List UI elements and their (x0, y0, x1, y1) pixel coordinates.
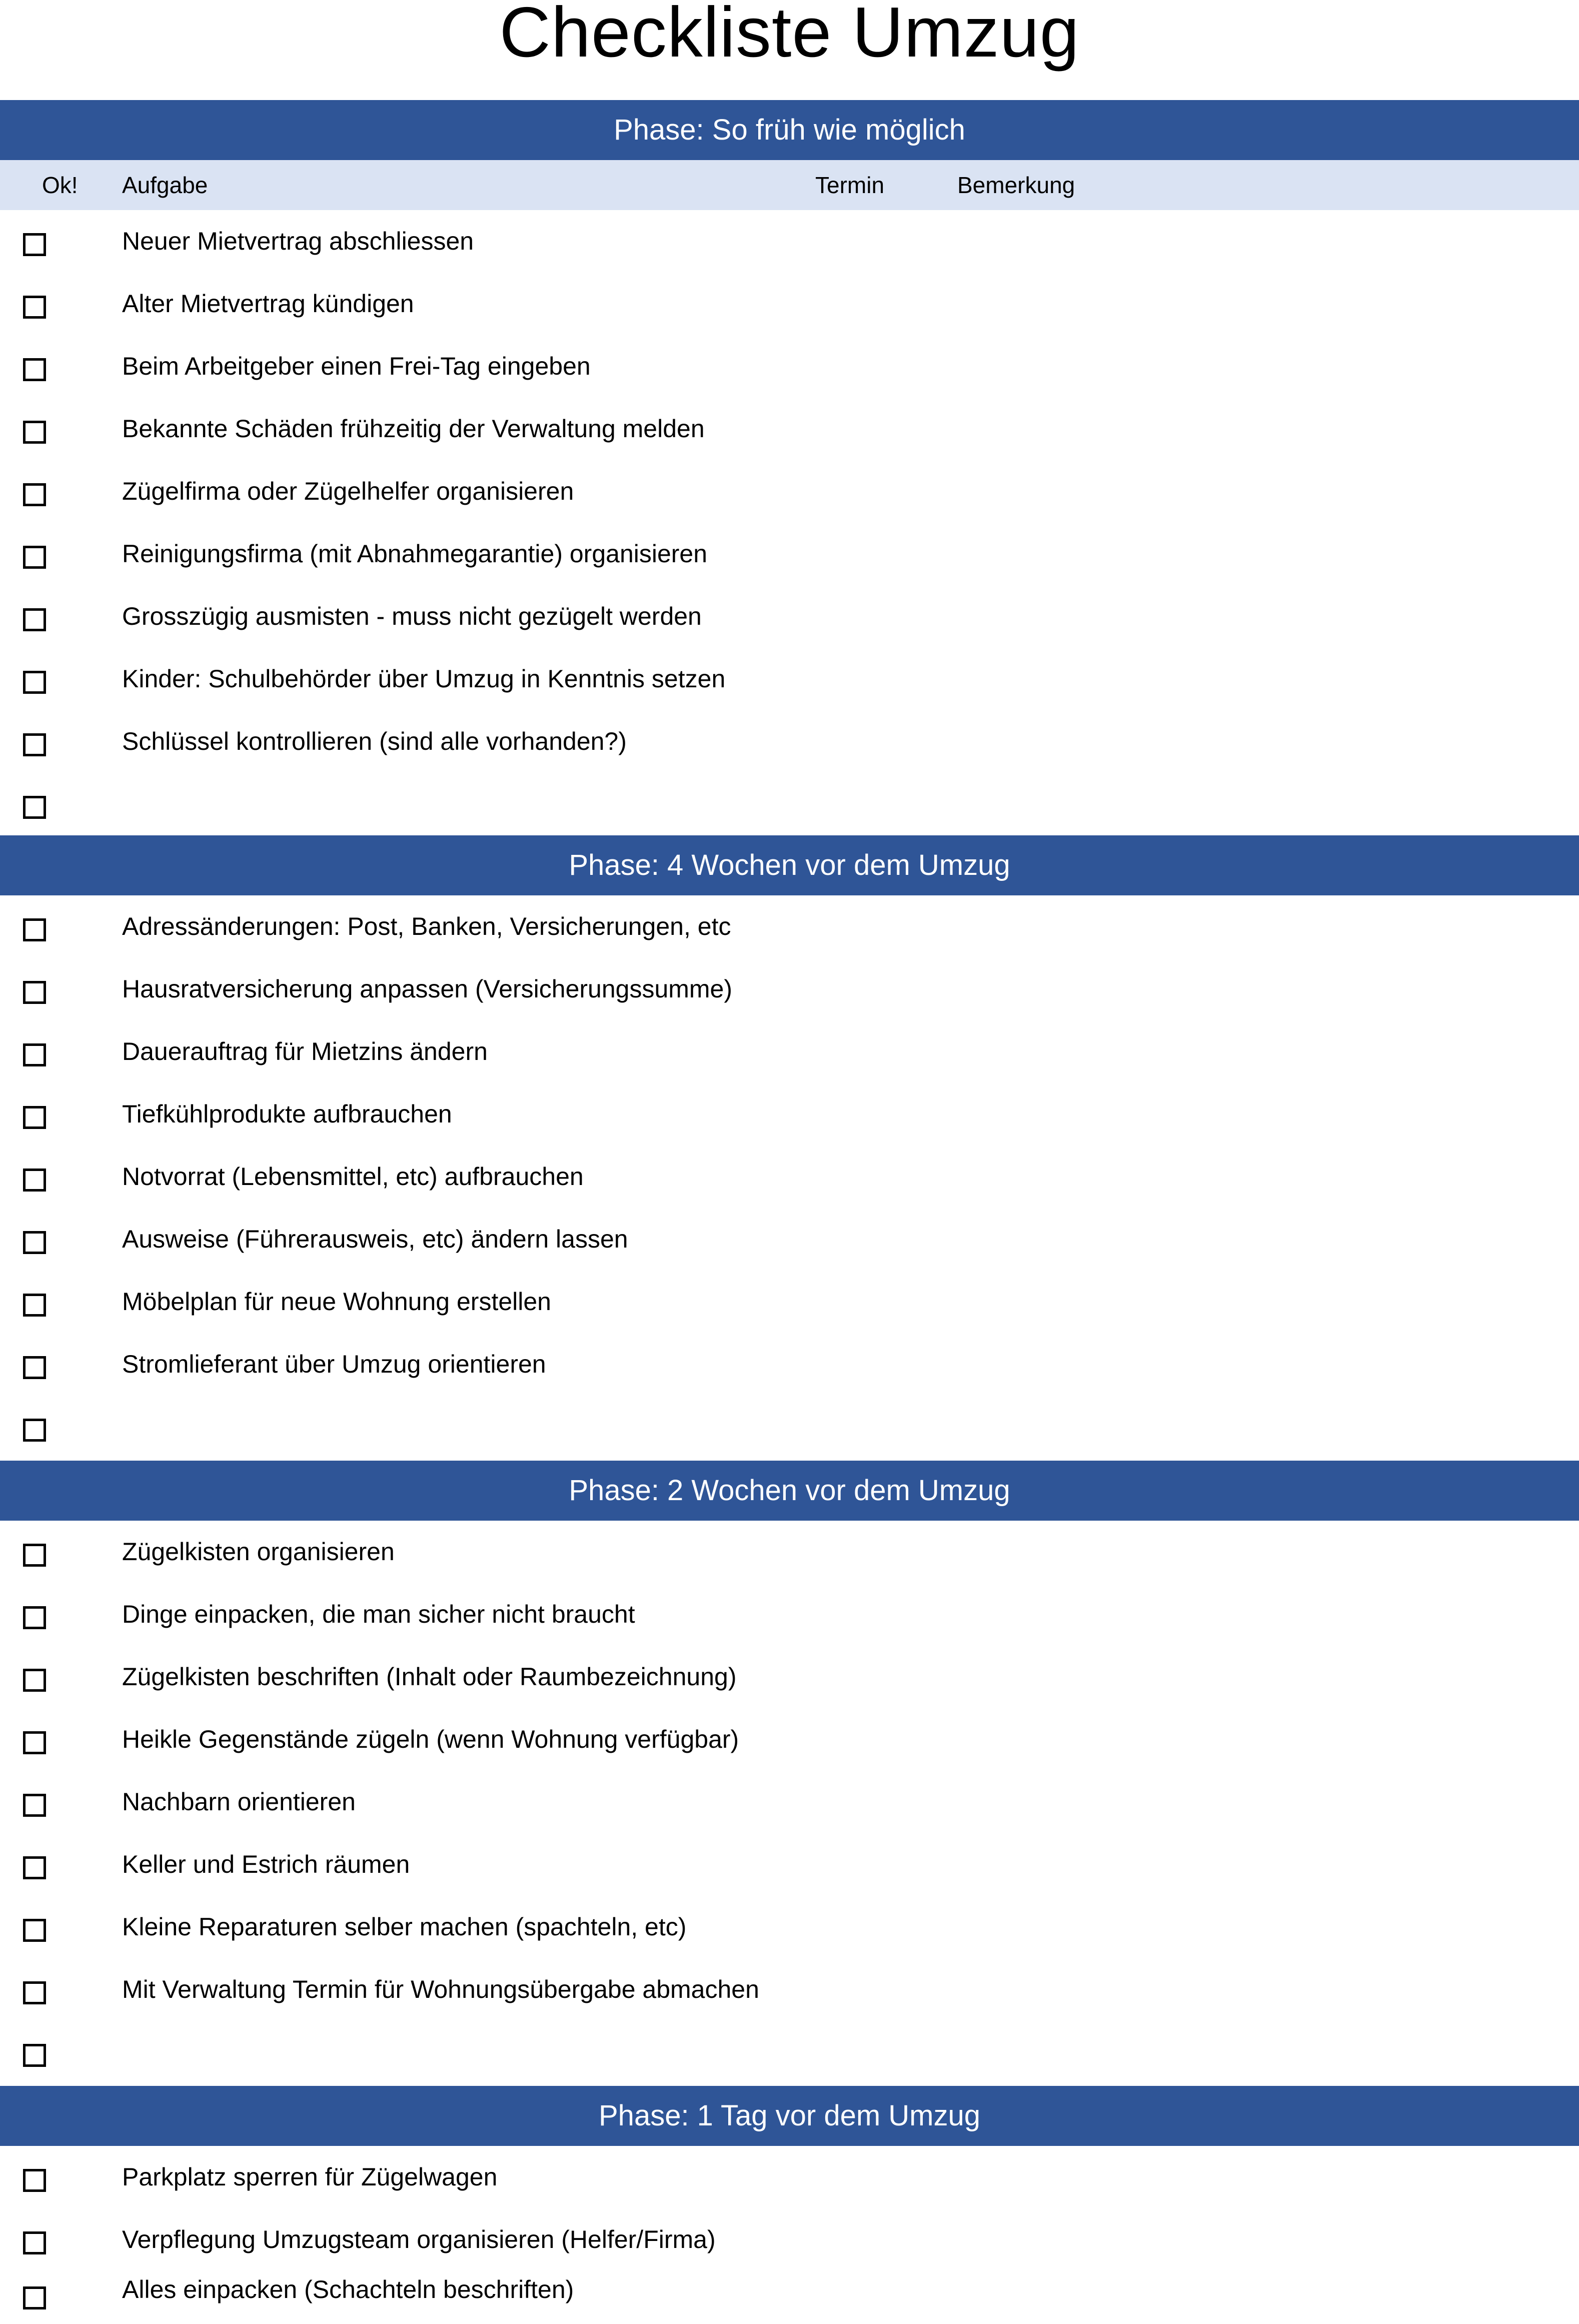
task-checkbox[interactable] (23, 1169, 46, 1192)
checklist-row (0, 895, 1579, 958)
task-label: Mit Verwaltung Termin für Wohnungsübergabe abmachen (122, 1975, 759, 2003)
checklist-row (0, 958, 1579, 1020)
task-checkbox[interactable] (23, 1294, 46, 1317)
task-label: Stromlieferant über Umzug orientieren (122, 1350, 546, 1378)
task-label: Neuer Mietvertrag abschliessen (122, 227, 474, 255)
task-checkbox[interactable] (23, 981, 46, 1004)
checklist-row (0, 1145, 1579, 1208)
task-label: Kinder: Schulbehörder über Umzug in Kenntnis setzen (122, 665, 726, 693)
task-checkbox[interactable] (23, 1606, 46, 1629)
task-checkbox[interactable] (23, 733, 46, 756)
checklist-row (0, 460, 1579, 523)
task-checkbox[interactable] (23, 671, 46, 694)
checklist-row (0, 1083, 1579, 1145)
checklist-row (0, 1271, 1579, 1333)
task-label: Kleine Reparaturen selber machen (spachteln, etc) (122, 1913, 687, 1941)
checklist-row (0, 523, 1579, 585)
checklist-row (0, 1896, 1579, 1958)
checklist-row (0, 1708, 1579, 1771)
checklist-row (0, 1958, 1579, 2021)
phase-header: Phase: So früh wie möglich (0, 100, 1579, 160)
task-checkbox[interactable] (23, 296, 46, 319)
task-checkbox[interactable] (23, 796, 46, 819)
task-label: Verpflegung Umzugsteam organisieren (Helfer/Firma) (122, 2225, 716, 2253)
task-checkbox[interactable] (23, 2044, 46, 2067)
task-label: Dinge einpacken, die man sicher nicht braucht (122, 1600, 635, 1628)
phase-section (0, 1461, 1579, 2086)
column-header-task: Aufgabe (122, 172, 208, 198)
phase-section (0, 2086, 1579, 2324)
task-checkbox[interactable] (23, 1544, 46, 1567)
task-label: Hausratversicherung anpassen (Versicherungssumme) (122, 975, 733, 1003)
task-label: Tiefkühlprodukte aufbrauchen (122, 1100, 452, 1128)
task-checkbox[interactable] (23, 1981, 46, 2004)
checklist-row (0, 648, 1579, 710)
task-checkbox[interactable] (23, 1356, 46, 1379)
page-title: Checkliste Umzug (499, 0, 1080, 72)
task-label: Keller und Estrich räumen (122, 1850, 410, 1878)
task-label: Alles einpacken (Schachteln beschriften) (122, 2275, 574, 2303)
column-header-date: Termin (815, 172, 885, 198)
task-label: Beim Arbeitgeber einen Frei-Tag eingeben (122, 352, 591, 380)
checklist-row (0, 335, 1579, 398)
checklist-row (0, 2258, 1579, 2321)
task-label: Möbelplan für neue Wohnung erstellen (122, 1288, 551, 1316)
checklist-row (0, 1020, 1579, 1083)
phase-section (0, 100, 1579, 835)
task-checkbox[interactable] (23, 546, 46, 569)
checklist-row (0, 1208, 1579, 1271)
task-checkbox[interactable] (23, 1043, 46, 1066)
checklist-row (0, 773, 1579, 835)
checklist-row (0, 1833, 1579, 1896)
task-label: Nachbarn orientieren (122, 1788, 356, 1816)
phase-header: Phase: 4 Wochen vor dem Umzug (0, 835, 1579, 895)
checklist-row (0, 1583, 1579, 1646)
task-label: Notvorrat (Lebensmittel, etc) aufbrauchen (122, 1163, 584, 1191)
task-label: Schlüssel kontrollieren (sind alle vorhanden?) (122, 727, 627, 755)
task-label: Heikle Gegenstände zügeln (wenn Wohnung verfügbar) (122, 1725, 739, 1753)
checklist-row (0, 1396, 1579, 1458)
task-label: Alter Mietvertrag kündigen (122, 290, 414, 318)
phase-section (0, 835, 1579, 1461)
column-header-row (0, 160, 1579, 210)
task-checkbox[interactable] (23, 1919, 46, 1942)
task-checkbox[interactable] (23, 421, 46, 444)
task-checkbox[interactable] (23, 608, 46, 631)
task-label: Grosszügig ausmisten - muss nicht gezügelt werden (122, 602, 702, 630)
task-label: Reinigungsfirma (mit Abnahmegarantie) organisieren (122, 540, 708, 568)
task-checkbox[interactable] (23, 2231, 46, 2254)
phase-header: Phase: 2 Wochen vor dem Umzug (0, 1461, 1579, 1521)
phase-header: Phase: 1 Tag vor dem Umzug (0, 2086, 1579, 2146)
checklist-row (0, 1771, 1579, 1833)
checklist-row (0, 1646, 1579, 1708)
task-checkbox[interactable] (23, 2286, 46, 2309)
task-label: Ausweise (Führerausweis, etc) ändern lassen (122, 1225, 628, 1253)
task-label: Zügelkisten beschriften (Inhalt oder Raumbezeichnung) (122, 1663, 737, 1691)
task-label: Zügelfirma oder Zügelhelfer organisieren (122, 477, 574, 505)
checklist-row (0, 710, 1579, 773)
checklist-row (0, 585, 1579, 648)
task-checkbox[interactable] (23, 1669, 46, 1692)
column-header-remark: Bemerkung (957, 172, 1075, 198)
task-label: Adressänderungen: Post, Banken, Versicherungen, etc (122, 912, 731, 940)
checklist-row (0, 398, 1579, 460)
task-checkbox[interactable] (23, 2169, 46, 2192)
checklist-row (0, 2021, 1579, 2083)
checklist-row (0, 273, 1579, 335)
task-checkbox[interactable] (23, 1856, 46, 1879)
task-checkbox[interactable] (23, 358, 46, 381)
checklist-row (0, 1521, 1579, 1583)
task-checkbox[interactable] (23, 1231, 46, 1254)
task-checkbox[interactable] (23, 1419, 46, 1442)
task-label: Bekannte Schäden frühzeitig der Verwaltung melden (122, 415, 705, 443)
task-checkbox[interactable] (23, 483, 46, 506)
task-label: Zügelkisten organisieren (122, 1538, 395, 1566)
checklist-row (0, 210, 1579, 273)
task-checkbox[interactable] (23, 1106, 46, 1129)
task-checkbox[interactable] (23, 1731, 46, 1754)
checklist-row (0, 2146, 1579, 2208)
checklist-row (0, 1333, 1579, 1396)
task-checkbox[interactable] (23, 918, 46, 941)
task-label: Parkplatz sperren für Zügelwagen (122, 2163, 498, 2191)
task-checkbox[interactable] (23, 1794, 46, 1817)
task-checkbox[interactable] (23, 233, 46, 256)
column-header-ok: Ok! (42, 172, 78, 198)
task-label: Dauerauftrag für Mietzins ändern (122, 1037, 488, 1065)
